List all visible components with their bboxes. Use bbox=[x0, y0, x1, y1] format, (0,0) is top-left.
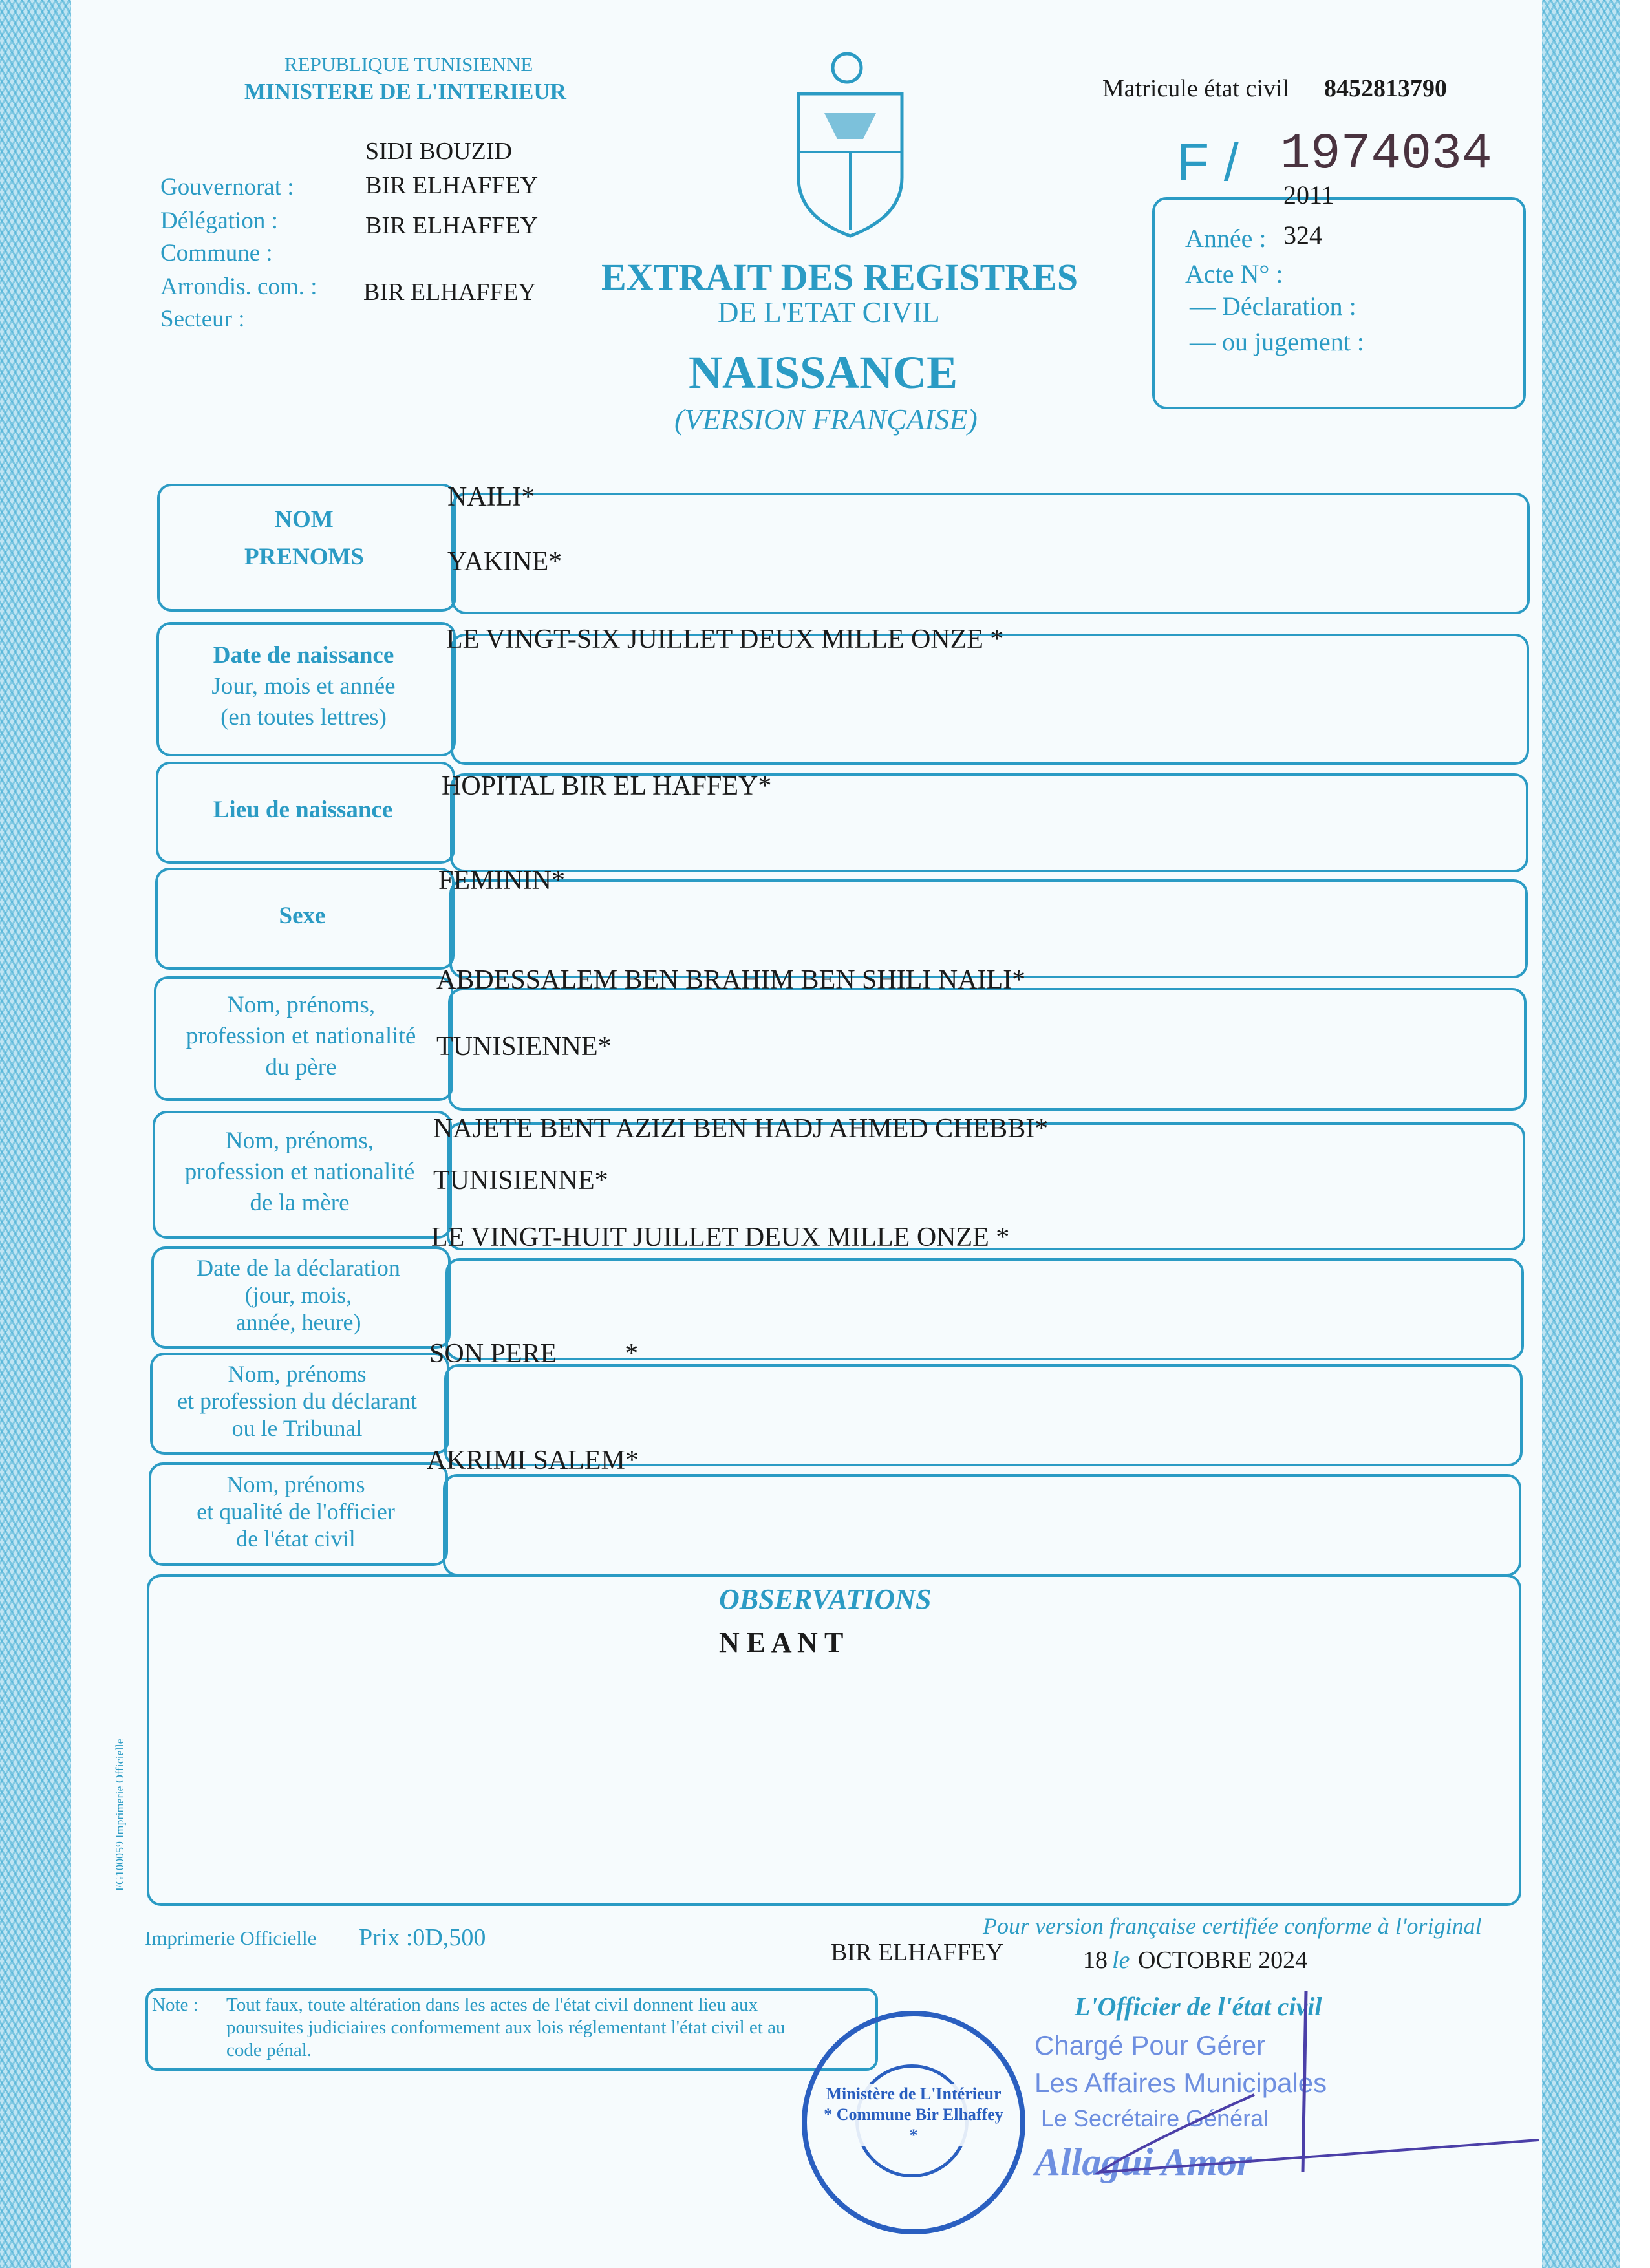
decorative-border-right bbox=[1542, 0, 1620, 2268]
declaration-date-value: LE VINGT-HUIT JUILLET DEUX MILLE ONZE * bbox=[431, 1223, 1010, 1252]
officier-label bbox=[149, 1462, 443, 1561]
signature-name: Allagui Amor bbox=[1034, 2141, 1252, 2183]
label-line: Date de la déclaration bbox=[197, 1255, 400, 1281]
title-naissance: NAISSANCE bbox=[689, 347, 958, 398]
declarant-value: SON PERE * bbox=[429, 1339, 639, 1369]
nom-label bbox=[157, 504, 451, 573]
pere-name-value: ABDESSALEM BEN BRAHIM BEN SHILI NAILI* bbox=[436, 965, 1026, 995]
label-line: (en toutes lettres) bbox=[220, 704, 387, 731]
note-text: Tout faux, toute altération dans les actes de l'état civil donnent lieu aux bbox=[226, 1995, 758, 2015]
commune-label: Commune : bbox=[160, 240, 273, 266]
declaration-date-label bbox=[151, 1246, 445, 1343]
coat-of-arms-icon bbox=[786, 48, 915, 242]
label-line: Nom, prénoms bbox=[226, 1471, 365, 1497]
label-line: profession et nationalité bbox=[184, 1159, 415, 1185]
nom-label-text: NOM bbox=[275, 506, 334, 533]
observations-box bbox=[147, 1574, 1521, 1906]
label-line: du père bbox=[265, 1053, 337, 1080]
label-line: année, heure) bbox=[235, 1309, 361, 1335]
serial-prefix: F / bbox=[1177, 133, 1239, 192]
signature-stamp-line: Le Secrétaire Général bbox=[1041, 2105, 1269, 2132]
ministry-label: MINISTERE DE L'INTERIEUR bbox=[244, 79, 566, 104]
label-line: et qualité de l'officier bbox=[197, 1499, 395, 1524]
label-line: Nom, prénoms, bbox=[225, 1128, 374, 1154]
label-line: de la mère bbox=[250, 1190, 350, 1216]
le-label: le bbox=[1112, 1947, 1130, 1974]
mere-name-value: NAJETE BENT AZIZI BEN HADJ AHMED CHEBBI* bbox=[433, 1114, 1049, 1144]
jugement-label: — ou jugement : bbox=[1190, 327, 1364, 356]
signature-stamp-line: Les Affaires Municipales bbox=[1034, 2068, 1327, 2098]
commune-value: BIR ELHAFFEY bbox=[365, 212, 539, 239]
certified-label: Pour version française certifiée conforme à l'original bbox=[983, 1913, 1482, 1939]
nom-value: NAILI* bbox=[447, 482, 535, 512]
lieu-naissance-label: Lieu de naissance bbox=[213, 797, 393, 823]
label-line: Jour, mois et année bbox=[211, 673, 396, 700]
printer-label: Imprimerie Officielle bbox=[145, 1927, 317, 1949]
note-text: code pénal. bbox=[226, 2040, 312, 2060]
date-naissance-label bbox=[156, 640, 451, 733]
label-line: de l'état civil bbox=[236, 1526, 356, 1552]
observations-label: OBSERVATIONS bbox=[719, 1583, 932, 1615]
pere-label bbox=[154, 976, 448, 1096]
prenoms-label-text: PRENOMS bbox=[244, 544, 364, 570]
arrondissement-value: BIR ELHAFFEY bbox=[363, 279, 537, 306]
title-version: (VERSION FRANÇAISE) bbox=[674, 403, 978, 436]
acte-label: Acte N° : bbox=[1185, 259, 1283, 288]
sexe-label: Sexe bbox=[279, 903, 326, 929]
officer-title: L'Officier de l'état civil bbox=[1075, 1992, 1322, 2021]
title-line2: DE L'ETAT CIVIL bbox=[718, 296, 940, 328]
note-label: Note : bbox=[152, 1995, 198, 2015]
name-value-box bbox=[451, 493, 1530, 614]
label-line: Nom, prénoms, bbox=[226, 991, 376, 1018]
label-line: Nom, prénoms bbox=[228, 1361, 367, 1387]
sexe-value-box bbox=[449, 879, 1528, 978]
page-edge bbox=[1620, 0, 1650, 2268]
note-text: poursuites judiciaires conformement aux lois réglementant l'état civil et au bbox=[226, 2017, 786, 2038]
officier-value-box bbox=[443, 1474, 1521, 1576]
declarant-label bbox=[150, 1353, 444, 1450]
stamp-text: Ministère de L'Intérieur * Commune Bir Elhaffey * bbox=[824, 2084, 1003, 2145]
observations-value: N E A N T bbox=[719, 1627, 844, 1658]
secteur-label: Secteur : bbox=[160, 306, 245, 332]
matricule-label: Matricule état civil bbox=[1102, 75, 1290, 102]
delegation-value: BIR ELHAFFEY bbox=[365, 172, 539, 199]
price-label: Prix :0D,500 bbox=[359, 1924, 486, 1951]
title-line1: EXTRAIT DES REGISTRES bbox=[601, 256, 1078, 298]
annee-label: Année : bbox=[1185, 224, 1267, 253]
printer-code: FG100059 Imprimerie Officielle bbox=[113, 1738, 126, 1891]
day-value: 18 bbox=[1083, 1947, 1108, 1974]
date-naissance-value: LE VINGT-SIX JUILLET DEUX MILLE ONZE * bbox=[446, 625, 1004, 654]
mere-label bbox=[153, 1111, 447, 1234]
acte-value: 324 bbox=[1283, 220, 1322, 250]
label-line: (jour, mois, bbox=[244, 1282, 352, 1308]
delegation-label: Délégation : bbox=[160, 208, 278, 234]
decorative-border-left bbox=[0, 0, 71, 2268]
serial-number: 1974034 bbox=[1280, 126, 1492, 183]
pere-nationality-value: TUNISIENNE* bbox=[436, 1032, 612, 1062]
lieu-naissance-value: HOPITAL BIR EL HAFFEY* bbox=[442, 771, 772, 801]
label-line: et profession du déclarant bbox=[177, 1388, 417, 1414]
matricule-value: 8452813790 bbox=[1324, 75, 1447, 102]
gouvernorat-label: Gouvernorat : bbox=[160, 174, 294, 200]
signature-stamp-line: Chargé Pour Gérer bbox=[1034, 2030, 1266, 2060]
arrondissement-label: Arrondis. com. : bbox=[160, 273, 317, 300]
mere-nationality-value: TUNISIENNE* bbox=[433, 1166, 608, 1195]
place-value: BIR ELHAFFEY bbox=[831, 1939, 1004, 1966]
label-line: Date de naissance bbox=[213, 642, 394, 669]
republic-label: REPUBLIQUE TUNISIENNE bbox=[284, 53, 533, 76]
sexe-value: FEMININ* bbox=[438, 866, 565, 895]
date-value: OCTOBRE 2024 bbox=[1138, 1947, 1308, 1974]
label-line: profession et nationalité bbox=[186, 1022, 416, 1049]
signature-icon bbox=[1009, 1978, 1558, 2192]
annee-value: 2011 bbox=[1283, 180, 1334, 209]
officier-value: AKRIMI SALEM* bbox=[427, 1446, 639, 1475]
official-stamp-icon bbox=[802, 2011, 1025, 2234]
gouvernorat-value: SIDI BOUZID bbox=[365, 138, 512, 165]
prenoms-value: YAKINE* bbox=[447, 547, 562, 577]
declaration-label: — Déclaration : bbox=[1190, 292, 1356, 321]
label-line: ou le Tribunal bbox=[231, 1415, 363, 1441]
